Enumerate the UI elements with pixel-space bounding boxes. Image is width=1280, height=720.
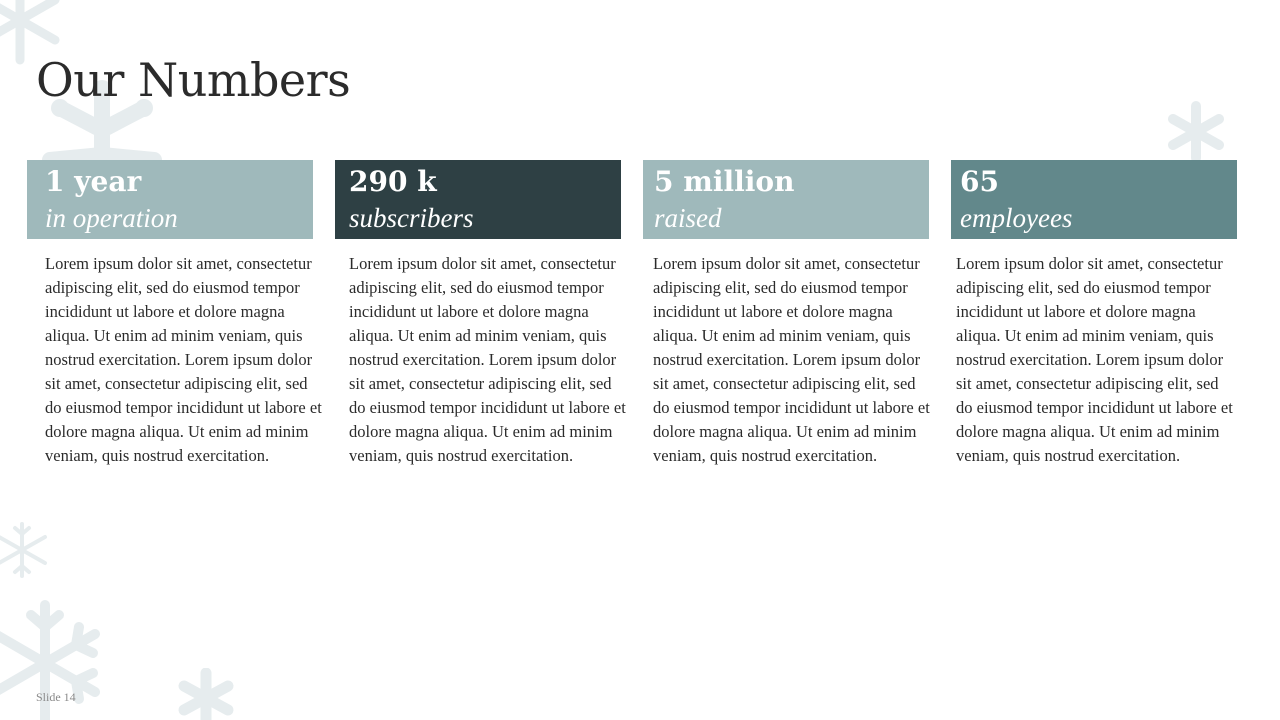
stat-description: Lorem ipsum dolor sit amet, consectetur adipiscing elit, sed do eiusmod tempor incididunt ut labore et dolore magna aliqua. Ut enim ad minim veniam, quis nostrud exercitation. Lorem ipsum dolor sit amet, consectetur adipiscing elit, sed do eiusmod tempor incididunt ut labore et dolore magna aliqua. Ut enim ad minim veniam, quis nostrud exercitation. [956, 254, 1233, 465]
stat-card-subscribers [335, 160, 626, 468]
stat-header [951, 160, 1237, 239]
stat-label: subscribers [349, 203, 474, 233]
stat-value: 290 k [349, 165, 437, 198]
stat-card-operation [27, 160, 322, 468]
stat-header [335, 160, 621, 239]
snowflake-icon [0, 520, 52, 580]
slide-number: Slide 14 [36, 690, 76, 704]
stat-label: employees [960, 203, 1073, 233]
stat-label: in operation [45, 203, 178, 233]
stat-description: Lorem ipsum dolor sit amet, consectetur adipiscing elit, sed do eiusmod tempor incididunt ut labore et dolore magna aliqua. Ut enim ad minim veniam, quis nostrud exercitation. Lorem ipsum dolor sit amet, consectetur adipiscing elit, sed do eiusmod tempor incididunt ut labore et dolore magna aliqua. Ut enim ad minim veniam, quis nostrud exercitation. [653, 254, 930, 465]
stat-value: 5 million [654, 165, 795, 198]
stat-header [643, 160, 929, 239]
stat-label: raised [654, 203, 722, 233]
stat-description: Lorem ipsum dolor sit amet, consectetur adipiscing elit, sed do eiusmod tempor incididunt ut labore et dolore magna aliqua. Ut enim ad minim veniam, quis nostrud exercitation. Lorem ipsum dolor sit amet, consectetur adipiscing elit, sed do eiusmod tempor incididunt ut labore et dolore magna aliqua. Ut enim ad minim veniam, quis nostrud exercitation. [45, 254, 322, 465]
stat-description: Lorem ipsum dolor sit amet, consectetur adipiscing elit, sed do eiusmod tempor incididunt ut labore et dolore magna aliqua. Ut enim ad minim veniam, quis nostrud exercitation. Lorem ipsum dolor sit amet, consectetur adipiscing elit, sed do eiusmod tempor incididunt ut labore et dolore magna aliqua. Ut enim ad minim veniam, quis nostrud exercitation. [349, 254, 626, 465]
stat-card-employees [951, 160, 1237, 468]
stat-value: 65 [960, 165, 999, 198]
stat-value: 1 year [45, 165, 142, 198]
snowflake-icon [1164, 100, 1228, 164]
stat-header [27, 160, 313, 239]
stat-card-raised [643, 160, 929, 468]
snowflake-icon [176, 668, 236, 720]
slide-title: Our Numbers [36, 53, 351, 107]
